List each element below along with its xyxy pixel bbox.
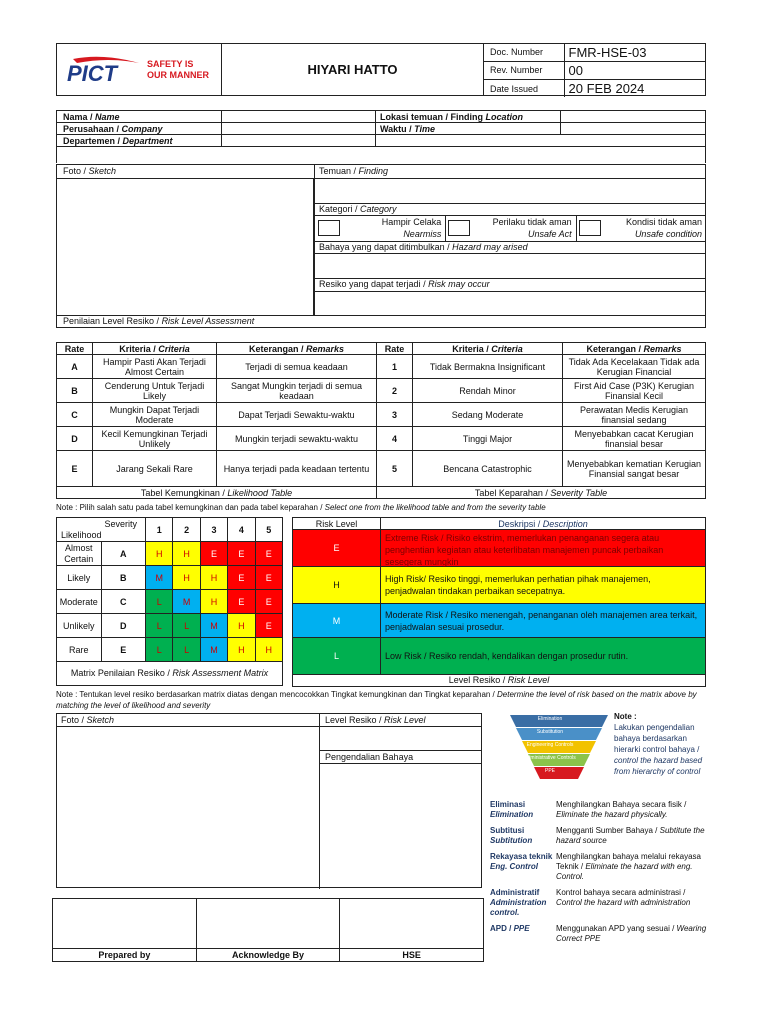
doc-meta-table	[484, 44, 705, 97]
unsafe-condition-label-en: Unsafe condition	[634, 229, 702, 239]
department-label: Departemen / Department	[57, 135, 222, 147]
severity-col: 1	[146, 518, 173, 542]
matrix-row	[57, 590, 283, 614]
location-label: Lokasi temuan / Finding Location	[376, 111, 561, 123]
prepared-by-label: Prepared by	[53, 949, 197, 962]
matrix-cell: M	[200, 614, 227, 638]
risk-level-desc: Moderate Risk / Resiko menengah, penanganan oleh manajemen area terkait, penjadwalan sesuai prosedur.	[385, 609, 698, 632]
table-row	[57, 379, 706, 403]
risk-level-header-desc: Deskripsi / Description	[498, 519, 588, 529]
risk-label: Resiko yang dapat terjadi / Risk may occur	[319, 279, 490, 289]
severity-remarks-header: Keterangan / Remarks	[563, 343, 706, 355]
severity-rate: 2	[377, 379, 413, 403]
risk-level-desc: High Risk/ Resiko tinggi, memerlukan perhatian pihak manajemen, penjadwalan tindakan perbaikan secepatnya.	[385, 574, 651, 596]
location-field[interactable]	[561, 111, 706, 123]
department-field[interactable]	[222, 135, 376, 147]
severity-criteria-header: Kriteria / Criteria	[413, 343, 563, 355]
matrix-cell: L	[173, 614, 200, 638]
acknowledge-signature[interactable]	[196, 899, 340, 949]
matrix-cell: H	[228, 638, 255, 662]
hse-label: HSE	[340, 949, 484, 962]
note-select: Note : Pilih salah satu pada tabel kemungkinan dan pada tabel keparahan / Select one from the likelihood table and from the severity table	[56, 503, 546, 512]
matrix-row	[57, 614, 283, 638]
matrix-cell: H	[228, 614, 255, 638]
logo-text: PICT	[67, 60, 118, 85]
doc-number-value: FMR-HSE-03	[564, 44, 705, 61]
hierarchy-item: Subtitusi Subtitution Mengganti Sumber Bahaya / Subtitute the hazard source	[490, 826, 705, 845]
likelihood-axis-label: Likelihood	[61, 530, 102, 540]
nearmiss-checkbox[interactable]	[318, 220, 340, 236]
document-title: HIYARI HATTO	[222, 44, 484, 95]
severity-remarks: First Aid Case (P3K) Kerugian Finansial Kecil	[563, 379, 706, 403]
likelihood-code: C	[101, 590, 146, 614]
matrix-cell: E	[228, 542, 255, 566]
matrix-row	[57, 566, 283, 590]
risk-level-header	[293, 518, 705, 530]
pyramid-ppe: PPE	[544, 768, 555, 774]
severity-col: 3	[200, 518, 227, 542]
matrix-cell: M	[173, 590, 200, 614]
control-measures-field[interactable]	[319, 763, 482, 888]
hierarchy-note-text-en: control the hazard based from hierarchy of control	[614, 756, 703, 776]
pyramid-elimination: Elimination	[537, 716, 563, 722]
matrix-cell: H	[255, 638, 282, 662]
likelihood-name: Likely	[57, 566, 102, 590]
severity-remarks: Tidak Ada Kecelakaan Tidak ada Kerugian Financial	[563, 355, 706, 379]
photo-label: Foto / Sketch	[63, 166, 117, 176]
table-row	[57, 355, 706, 379]
likelihood-remarks: Dapat Terjadi Sewaktu-waktu	[217, 403, 377, 427]
likelihood-rate: A	[57, 355, 93, 379]
hierarchy-item: APD / PPE Menggunakan APD yang sesuai / Wearing Correct PPE	[490, 924, 707, 943]
likelihood-remarks: Hanya terjadi pada keadaan tertentu	[217, 451, 377, 487]
hierarchy-item: Administratif Administration control. Kontrol bahaya secara administrasi / Control the hazard with administration	[490, 888, 691, 917]
severity-remarks: Menyebabkan cacat Kerugian finansial besar	[563, 427, 706, 451]
unsafe-act-label: Perilaku tidak aman	[492, 217, 572, 227]
likelihood-code: A	[101, 542, 146, 566]
category-label: Kategori / Category	[319, 204, 397, 214]
risk-level-high	[293, 567, 705, 604]
severity-table-caption: Tabel Keparahan / Severity Table	[377, 487, 706, 499]
time-label: Waktu / Time	[376, 123, 561, 135]
severity-rate: 3	[377, 403, 413, 427]
date-issued-label: Date Issued	[484, 80, 564, 98]
matrix-cell: E	[255, 566, 282, 590]
hierarchy-item: Rekayasa teknik Eng. Control Menghilangkan bahaya melalui rekayasa Teknik / Eliminate the hazard with eng. Control.	[490, 852, 701, 881]
acknowledge-by-label: Acknowledge By	[196, 949, 340, 962]
category-nearmiss[interactable]	[314, 215, 446, 241]
assessment-label: Penilaian Level Resiko / Risk Level Assessment	[63, 316, 255, 326]
matrix-cell: E	[255, 590, 282, 614]
finding-section	[56, 164, 706, 328]
control-photo-label: Foto / Sketch	[61, 715, 115, 725]
risk-matrix	[56, 517, 283, 686]
severity-axis-label: Severity	[104, 519, 137, 529]
risk-level-header-level: Risk Level	[293, 518, 381, 529]
photo-area[interactable]	[57, 178, 314, 315]
severity-remarks: Menyebabkan kematian Kerugian Finansial sangat besar	[563, 451, 706, 487]
hierarchy-list	[490, 800, 710, 950]
matrix-cell: H	[173, 566, 200, 590]
likelihood-rate: B	[57, 379, 93, 403]
severity-remarks: Perawatan Medis Kerugian finansial sedang	[563, 403, 706, 427]
matrix-cell: H	[200, 566, 227, 590]
category-unsafe-act[interactable]	[446, 215, 576, 241]
hse-signature[interactable]	[340, 899, 484, 949]
table-row	[57, 403, 706, 427]
pict-logo-icon	[63, 55, 141, 85]
nearmiss-label: Hampir Celaka	[381, 217, 442, 227]
likelihood-criteria-header: Kriteria / Criteria	[93, 343, 217, 355]
control-photo-area[interactable]	[57, 726, 319, 888]
likelihood-remarks: Mungkin terjadi sewaktu-waktu	[217, 427, 377, 451]
nearmiss-label-en: Nearmiss	[403, 229, 442, 239]
matrix-cell: H	[173, 542, 200, 566]
slogan-line-2: OUR MANNER	[147, 69, 209, 80]
matrix-cell: H	[146, 542, 173, 566]
category-unsafe-condition[interactable]	[577, 215, 706, 241]
severity-criteria: Rendah Minor	[413, 379, 563, 403]
matrix-cell: L	[146, 638, 173, 662]
matrix-cell: E	[255, 614, 282, 638]
matrix-cell: L	[173, 638, 200, 662]
risk-level-code: M	[293, 604, 381, 637]
likelihood-name: Moderate	[57, 590, 102, 614]
hierarchy-item: Eliminasi Elimination Menghilangkan Bahaya secara fisik / Eliminate the hazard physically.	[490, 800, 687, 819]
likelihood-table-caption: Tabel Kemungkinan / Likelihood Table	[57, 487, 377, 499]
control-level-label: Level Resiko / Risk Level	[325, 715, 426, 725]
likelihood-rate-header: Rate	[57, 343, 93, 355]
risk-level-code: E	[293, 530, 381, 566]
matrix-cell: E	[200, 542, 227, 566]
likelihood-criteria: Hampir Pasti Akan Terjadi Almost Certain	[93, 355, 217, 379]
hazard-field[interactable]	[314, 253, 706, 278]
matrix-corner	[57, 518, 146, 542]
likelihood-remarks-header: Keterangan / Remarks	[217, 343, 377, 355]
company-label: Perusahaan / Company	[57, 123, 222, 135]
severity-rate: 1	[377, 355, 413, 379]
likelihood-name: Almost Certain	[57, 542, 102, 566]
likelihood-criteria: Cenderung Untuk Terjadi Likely	[93, 379, 217, 403]
severity-col: 4	[228, 518, 255, 542]
unsafe-condition-label: Kondisi tidak aman	[625, 217, 702, 227]
unsafe-condition-checkbox[interactable]	[579, 220, 601, 236]
name-field[interactable]	[222, 111, 376, 123]
severity-criteria: Tinggi Major	[413, 427, 563, 451]
risk-level-caption: Level Resiko / Risk Level	[448, 675, 550, 685]
likelihood-rate: D	[57, 427, 93, 451]
logo-slogan	[147, 59, 209, 81]
matrix-cell: E	[228, 590, 255, 614]
hierarchy-note-text: Lakukan pengendalian bahaya berdasarkan hierarki control bahaya /	[614, 723, 700, 754]
likelihood-name: Unlikely	[57, 614, 102, 638]
matrix-row	[57, 638, 283, 662]
matrix-cell: M	[200, 638, 227, 662]
doc-number-label: Doc. Number	[484, 44, 564, 61]
hierarchy-note-title: Note :	[614, 712, 637, 721]
matrix-cell: L	[146, 590, 173, 614]
slogan-line-1: SAFETY IS	[147, 58, 194, 69]
category-options	[314, 215, 706, 241]
signature-table	[52, 898, 484, 962]
control-level-field[interactable]	[319, 726, 482, 751]
rev-number-label: Rev. Number	[484, 61, 564, 79]
table-row	[57, 427, 706, 451]
likelihood-severity-table	[56, 342, 706, 499]
risk-level-code: H	[293, 567, 381, 603]
likelihood-remarks: Terjadi di semua keadaan	[217, 355, 377, 379]
hazard-label: Bahaya yang dapat ditimbulkan / Hazard may arised	[319, 242, 528, 252]
table-row	[57, 451, 706, 487]
severity-criteria: Tidak Bermakna Insignificant	[413, 355, 563, 379]
matrix-cell: L	[146, 614, 173, 638]
likelihood-code: B	[101, 566, 146, 590]
control-section	[56, 713, 482, 888]
company-logo	[57, 44, 222, 95]
rev-number-value: 00	[564, 61, 705, 79]
pyramid-administrative: Administrative Controls	[524, 755, 576, 761]
matrix-cell: E	[255, 542, 282, 566]
risk-level-code: L	[293, 638, 381, 674]
time-field[interactable]	[561, 123, 706, 135]
likelihood-criteria: Mungkin Dapat Terjadi Moderate	[93, 403, 217, 427]
likelihood-rate: C	[57, 403, 93, 427]
reporter-info-table	[56, 110, 706, 163]
likelihood-rate: E	[57, 451, 93, 487]
risk-level-table	[292, 517, 706, 687]
likelihood-criteria: Kecil Kemungkinan Terjadi Unlikely	[93, 427, 217, 451]
pyramid-substitution: Substitution	[536, 729, 564, 735]
likelihood-remarks: Sangat Mungkin terjadi di semua keadaan	[217, 379, 377, 403]
control-measures-label: Pengendalian Bahaya	[325, 752, 414, 762]
severity-rate: 5	[377, 451, 413, 487]
likelihood-name: Rare	[57, 638, 102, 662]
name-label: Nama / Name	[57, 111, 222, 123]
risk-level-desc: Extreme Risk / Risiko ekstrim, memerlukan penanganan segera atau penghentian kegiatan atau keterlibatan manajemen puncak perbaikan sesegera mungkin	[385, 533, 664, 567]
matrix-row	[57, 542, 283, 566]
matrix-cell: H	[200, 590, 227, 614]
risk-level-extreme	[293, 530, 705, 567]
severity-rate: 4	[377, 427, 413, 451]
pyramid-engineering: Engineering Controls	[526, 742, 574, 748]
severity-col: 5	[255, 518, 282, 542]
date-issued-value: 20 FEB 2024	[564, 80, 705, 98]
matrix-caption: Matrix Penilaian Resiko / Risk Assessment Matrix	[57, 662, 283, 686]
doc-meta	[484, 44, 705, 95]
company-field[interactable]	[222, 123, 376, 135]
risk-level-low	[293, 638, 705, 675]
finding-field[interactable]	[314, 178, 706, 203]
finding-label: Temuan / Finding	[319, 166, 389, 176]
matrix-cell: M	[146, 566, 173, 590]
unsafe-act-label-en: Unsafe Act	[527, 229, 572, 239]
note-determine: Note : Tentukan level resiko berdasarkan matrix diatas dengan mencocokkan Tingkat kemungkinan dan Tingkat keparahan / Determine the level of risk based on the matrix above by matching the level of likelihood and severity	[56, 690, 697, 710]
risk-level-desc: Low Risk / Resiko rendah, kendalikan dengan prosedur rutin.	[385, 651, 629, 661]
severity-criteria: Bencana Catastrophic	[413, 451, 563, 487]
risk-level-moderate	[293, 604, 705, 638]
document-header	[56, 43, 706, 96]
likelihood-code: D	[101, 614, 146, 638]
hierarchy-note	[614, 711, 710, 777]
likelihood-criteria: Jarang Sekali Rare	[93, 451, 217, 487]
unsafe-act-checkbox[interactable]	[448, 220, 470, 236]
matrix-cell: E	[228, 566, 255, 590]
severity-criteria: Sedang Moderate	[413, 403, 563, 427]
likelihood-code: E	[101, 638, 146, 662]
severity-rate-header: Rate	[377, 343, 413, 355]
prepared-signature[interactable]	[53, 899, 197, 949]
risk-field[interactable]	[314, 291, 706, 315]
severity-col: 2	[173, 518, 200, 542]
